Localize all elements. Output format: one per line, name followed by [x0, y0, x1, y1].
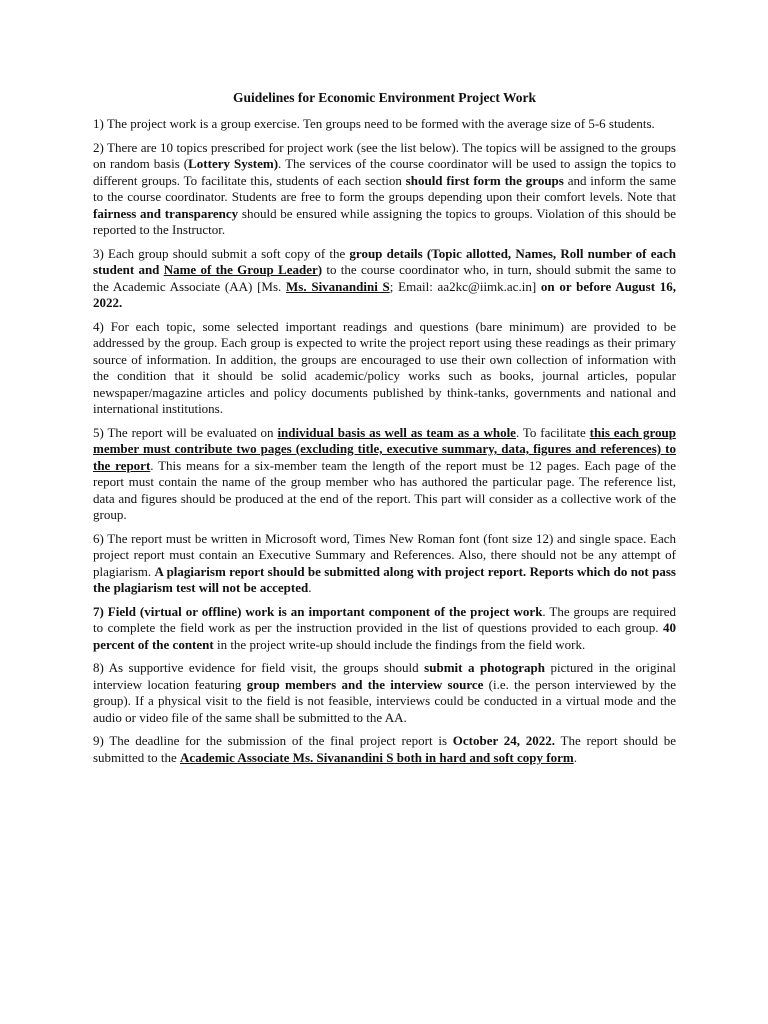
text-run: on or before August 16, 2022. [93, 278, 677, 310]
text-run: . [573, 749, 577, 765]
text-run: ) [317, 262, 323, 277]
text-run: this each group member must contribute two pages (excluding title, executive summary, data, figures and references) to the report [93, 424, 676, 473]
guideline-item-8 [93, 660, 676, 726]
text-run: to the course coordinator who, in turn, should submit the same to the Academic Associate (AA) [Ms. [93, 262, 677, 294]
text-run: group details (Topic allotted, Names, Roll number of each student and [93, 245, 676, 277]
text-run: should be ensured while assigning the topics to groups. Violation of this should be reported to the Instructor. [93, 205, 676, 237]
text-run: Name of the Group Leader [163, 262, 318, 277]
text-run: 8) As supportive evidence for field visit, the groups should [93, 660, 425, 675]
text-run: 5) The report will be evaluated on [93, 424, 278, 440]
guideline-item-6 [93, 531, 676, 597]
document-page [93, 90, 676, 773]
guideline-item-5 [93, 425, 676, 524]
text-run: 2) There are 10 topics prescribed for project work (see the list below). The topics will be assigned to the groups on random basis ( [93, 139, 676, 171]
text-run: . This means for a six-member team the length of the report must be 12 pages. Each page of the report must contain the name of the group member who has authored the particular page. The reference list, data and figures should be produced at the end of the report. This part will consider as a collective work of the group. [93, 457, 676, 522]
text-run: A plagiarism report should be submitted along with project report. Reports which do not pass the plagiarism test will not be accepted [93, 563, 676, 595]
guideline-item-4 [93, 319, 676, 418]
text-run: ; Email: aa2kc@iimk.ac.in] [389, 278, 541, 294]
text-run: 9) The deadline for the submission of the final project report is [93, 733, 453, 748]
text-run: individual basis as well as team as a whole [277, 424, 516, 440]
text-run: 40 percent of the content [93, 620, 676, 652]
text-run: 7) Field (virtual or offline) work is an important component of the project work [93, 603, 543, 619]
text-run: . [308, 580, 312, 595]
text-run: in the project write-up should include the findings from the field work. [213, 636, 586, 652]
text-run: 4) For each topic, some selected important readings and questions (bare minimum) are provided to be addressed by the group. Each group is expected to write the project report using these readings as their primary source of information. In addition, the groups are encouraged to use their own collection of information with the condition that it should be solid academic/policy works such as books, journal articles, popular newspaper/magazine articles and policy documents published by think-tanks, governments and national and international institutions. [93, 318, 676, 416]
text-run: 1) The project work is a group exercise. Ten groups need to be formed with the average size of 5-6 students. [93, 116, 655, 131]
guidelines-list [93, 116, 676, 766]
text-run: . The services of the course coordinator will be used to assign the topics to different groups. To facilitate this, students of each section [93, 156, 676, 188]
text-run: 3) Each group should submit a soft copy of the [93, 245, 350, 261]
text-run: . The groups are required to complete the field work as per the instruction provided in the list of questions provided to each group. [93, 603, 676, 635]
text-run: Lottery System) [188, 156, 279, 171]
guideline-item-7 [93, 604, 676, 654]
guideline-item-1 [93, 116, 676, 133]
text-run: group members and the interview source [246, 676, 484, 692]
text-run: 6) The report must be written in Microsoft word, Times New Roman font (font size 12) and single space. Each project report must contain an Executive Summary and References. Also, there should not be any attempt of plagiarism. [93, 530, 676, 579]
text-run: pictured in the original interview location featuring [93, 660, 676, 692]
text-run: fairness and transparency [93, 205, 239, 221]
guideline-item-3 [93, 246, 676, 312]
text-run: Ms. Sivanandini S [286, 278, 390, 294]
guideline-item-9 [93, 733, 676, 766]
text-run: (i.e. the person interviewed by the group). If a physical visit to the field is not feasible, interviews could be conducted in a virtual mode and the audio or video file of the same shall be submitted to the AA. [93, 676, 676, 725]
guideline-item-2 [93, 140, 676, 239]
text-run: and inform the same to the course coordinator. Students are free to form the groups depending upon their comfort levels. Note that [93, 172, 676, 204]
document-title: Guidelines for Economic Environment Project Work [232, 90, 537, 105]
text-run: Academic Associate Ms. Sivanandini S both in hard and soft copy form [180, 749, 574, 765]
text-run: . To facilitate [515, 424, 590, 440]
text-run: October 24, 2022. [452, 733, 556, 748]
text-run: submit a photograph [424, 660, 545, 675]
text-run: should first form the groups [405, 172, 564, 188]
text-run: The report should be submitted to the [93, 733, 676, 765]
